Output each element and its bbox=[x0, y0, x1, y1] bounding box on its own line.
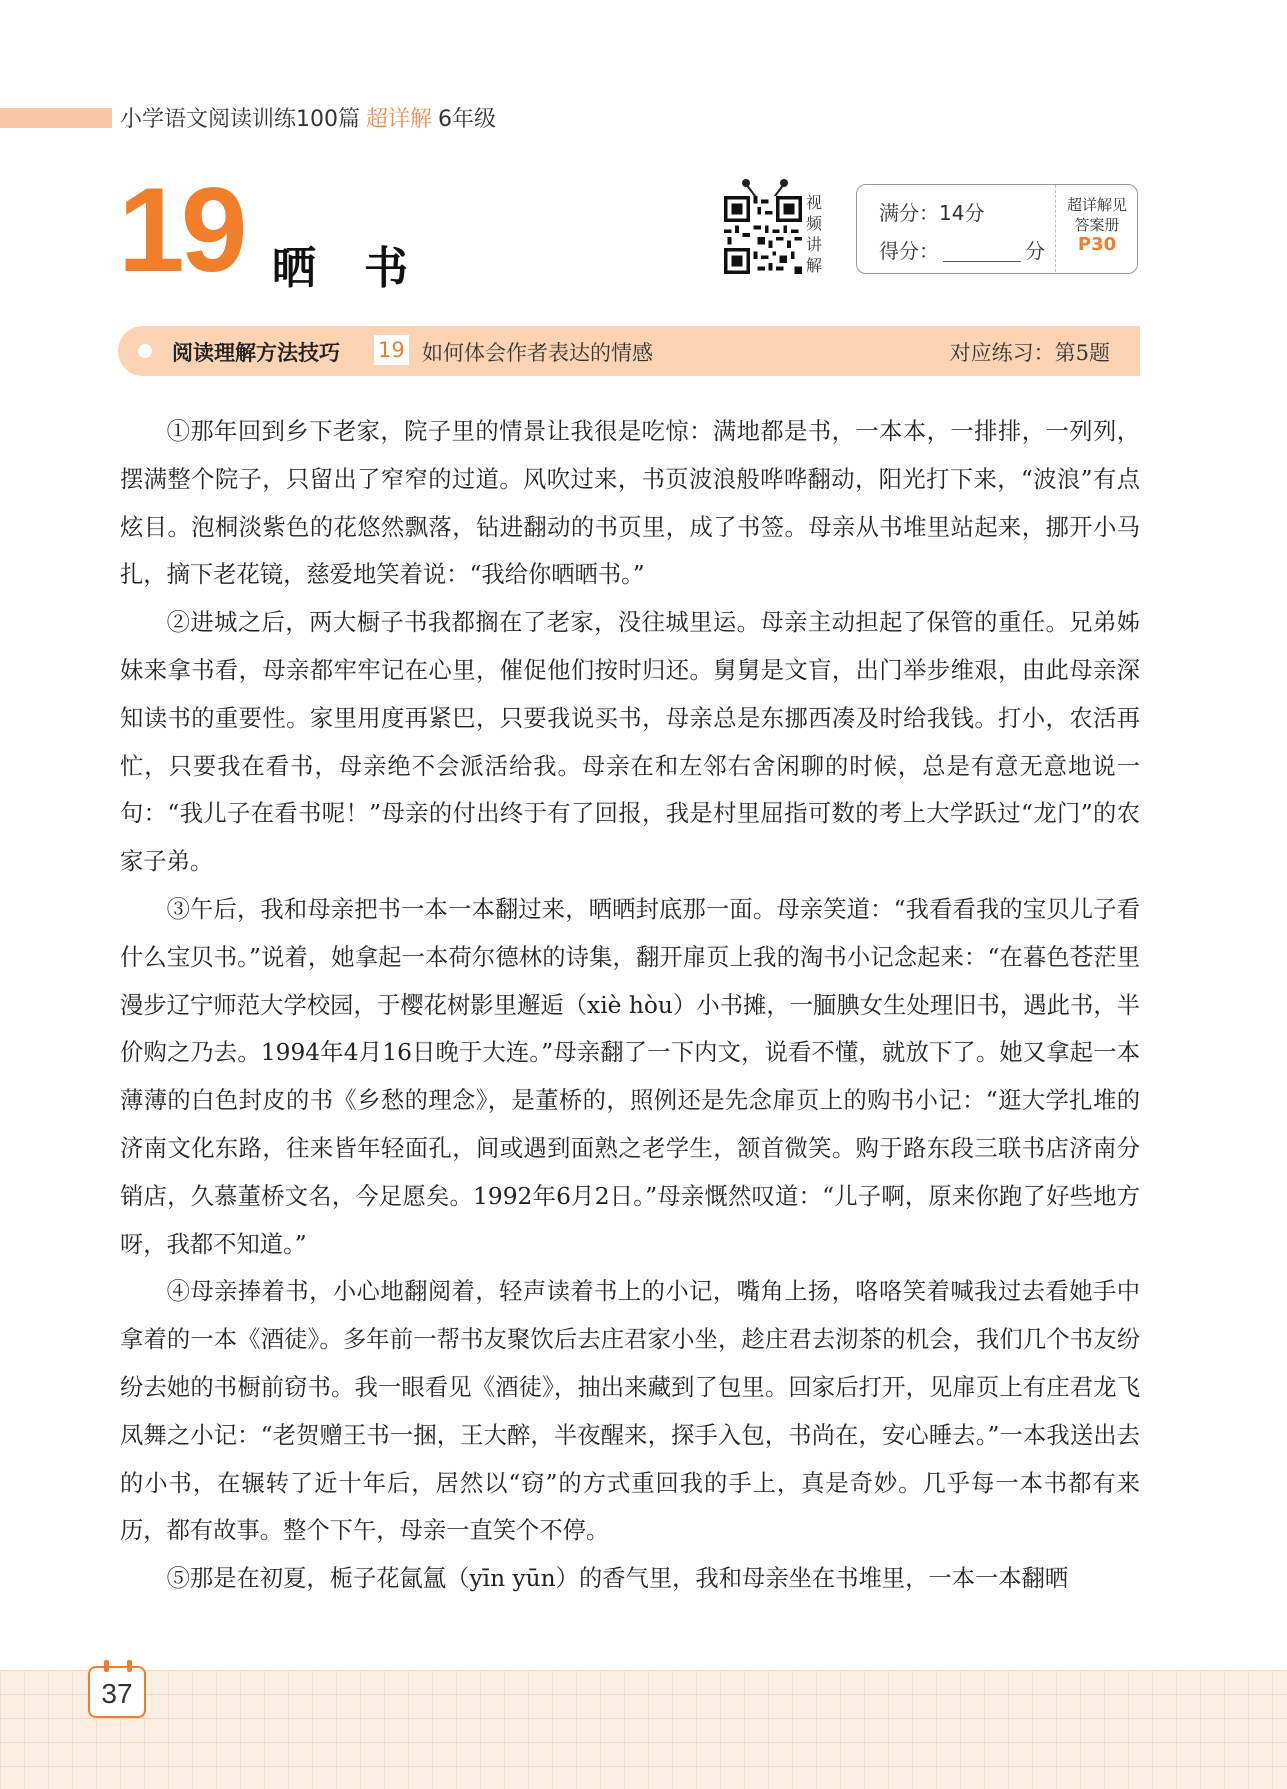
score-box bbox=[856, 184, 1138, 274]
score-entry bbox=[879, 235, 1045, 264]
method-topic: 如何体会作者表达的情感 bbox=[422, 341, 653, 365]
calendar-rings-icon bbox=[100, 1660, 136, 1672]
qr-code-icon[interactable] bbox=[724, 196, 802, 274]
video-lesson-label: 视频讲解 bbox=[806, 193, 823, 275]
footer-grid bbox=[0, 1670, 1287, 1789]
answer-note-line2: 答案册 bbox=[1074, 216, 1120, 234]
article-body bbox=[120, 408, 1140, 1603]
running-header bbox=[120, 102, 496, 133]
book-accent: 超详解 bbox=[366, 107, 433, 132]
answer-page: P30 bbox=[1077, 234, 1117, 255]
score-label: 得分： bbox=[879, 239, 939, 263]
answer-reference bbox=[1057, 195, 1137, 255]
paragraph: ③午后，我和母亲把书一本一本翻过来，晒晒封底那一面。母亲笑道：“我看看我的宝贝儿子看什么宝贝书。”说着，她拿起一本荷尔德林的诗集，翻开扉页上我的淘书小记念起来：“在暮色苍茫里漫步辽宁师范大学校园，于樱花树影里邂逅（xiè hòu）小书摊，一腼腆女生处理旧书，遇此书，半价购之乃去。1994年4月16日晚于大连。”母亲翻了一下内文，说看不懂，就放下了。她又拿起一本薄薄的白色封皮的书《乡愁的理念》，是董桥的，照例还是先念扉页上的购书小记：“逛大学扎堆的济南文化东路，往来皆年轻面孔，间或遇到面熟之老学生，颔首微笑。购于路东段三联书店济南分销店，久慕董桥文名，今足愿矣。1992年6月2日。”母亲慨然叹道：“儿子啊，原来你跑了好些地方呀，我都不知道。” bbox=[120, 895, 1140, 1258]
lesson-title: 晒书 bbox=[272, 243, 456, 294]
score-blank[interactable] bbox=[943, 241, 1021, 262]
page-number-badge bbox=[88, 1666, 146, 1718]
method-label: 阅读理解方法技巧 bbox=[172, 341, 340, 365]
paragraph: ②进城之后，两大橱子书我都搁在了老家，没往城里运。母亲主动担起了保管的重任。兄弟姊妹来拿书看，母亲都牢牢记在心里，催促他们按时归还。舅舅是文盲，出门举步维艰，由此母亲深知读书的重要性。家里用度再紧巴，只要我说买书，母亲总是东挪西凑及时给我钱。打小，农活再忙，只要我在看书，母亲绝不会派活给我。母亲在和左邻右舍闲聊的时候，总是有意无意地说一句：“我儿子在看书呢！”母亲的付出终于有了回报，我是村里屈指可数的考上大学跃过“龙门”的农家子弟。 bbox=[120, 609, 1140, 876]
method-number: 19 bbox=[374, 335, 409, 365]
paragraph: ①那年回到乡下老家，院子里的情景让我很是吃惊：满地都是书，一本本，一排排，一列列，摆满整个院子，只留出了窄窄的过道。风吹过来，书页波浪般哗哗翻动，阳光打下来，“波浪”有点炫目。泡桐淡紫色的花悠然飘落，钻进翻动的书页里，成了书签。母亲从书堆里站起来，挪开小马扎，摘下老花镜，慈爱地笑着说：“我给你晒晒书。” bbox=[120, 418, 1140, 589]
full-score: 满分：14分 bbox=[879, 201, 985, 225]
bullet-dot-icon bbox=[138, 344, 152, 358]
paragraph: ⑤那是在初夏，栀子花氤氲（yīn yūn）的香气里，我和母亲坐在书堆里，一本一本翻晒 bbox=[166, 1565, 1069, 1593]
lesson-number: 19 bbox=[118, 163, 244, 297]
header-accent-bar bbox=[0, 108, 112, 128]
score-divider bbox=[1055, 185, 1056, 272]
method-banner bbox=[118, 326, 1140, 376]
practice-reference: 对应练习：第5题 bbox=[949, 341, 1110, 365]
paragraph: ④母亲捧着书，小心地翻阅着，轻声读着书上的小记，嘴角上扬，咯咯笑着喊我过去看她手中拿着的一本《酒徒》。多年前一帮书友聚饮后去庄君家小坐，趁庄君去沏茶的机会，我们几个书友纷纷去她的书橱前窃书。我一眼看见《酒徒》，抽出来藏到了包里。回家后打开，见扉页上有庄君龙飞凤舞之小记：“老贺赠王书一捆，王大醉，半夜醒来，探手入包，书尚在，安心睡去。”一本我送出去的小书，在辗转了近十年后，居然以“窃”的方式重回我的手上，真是奇妙。几乎每一本书都有来历，都有故事。整个下午，母亲一直笑个不停。 bbox=[120, 1278, 1140, 1545]
grade-label: 6年级 bbox=[438, 107, 497, 132]
score-unit: 分 bbox=[1025, 239, 1045, 263]
page-number: 37 bbox=[101, 1678, 133, 1709]
answer-note-line1: 超详解见 bbox=[1066, 196, 1127, 214]
book-title: 小学语文阅读训练100篇 bbox=[120, 107, 360, 132]
